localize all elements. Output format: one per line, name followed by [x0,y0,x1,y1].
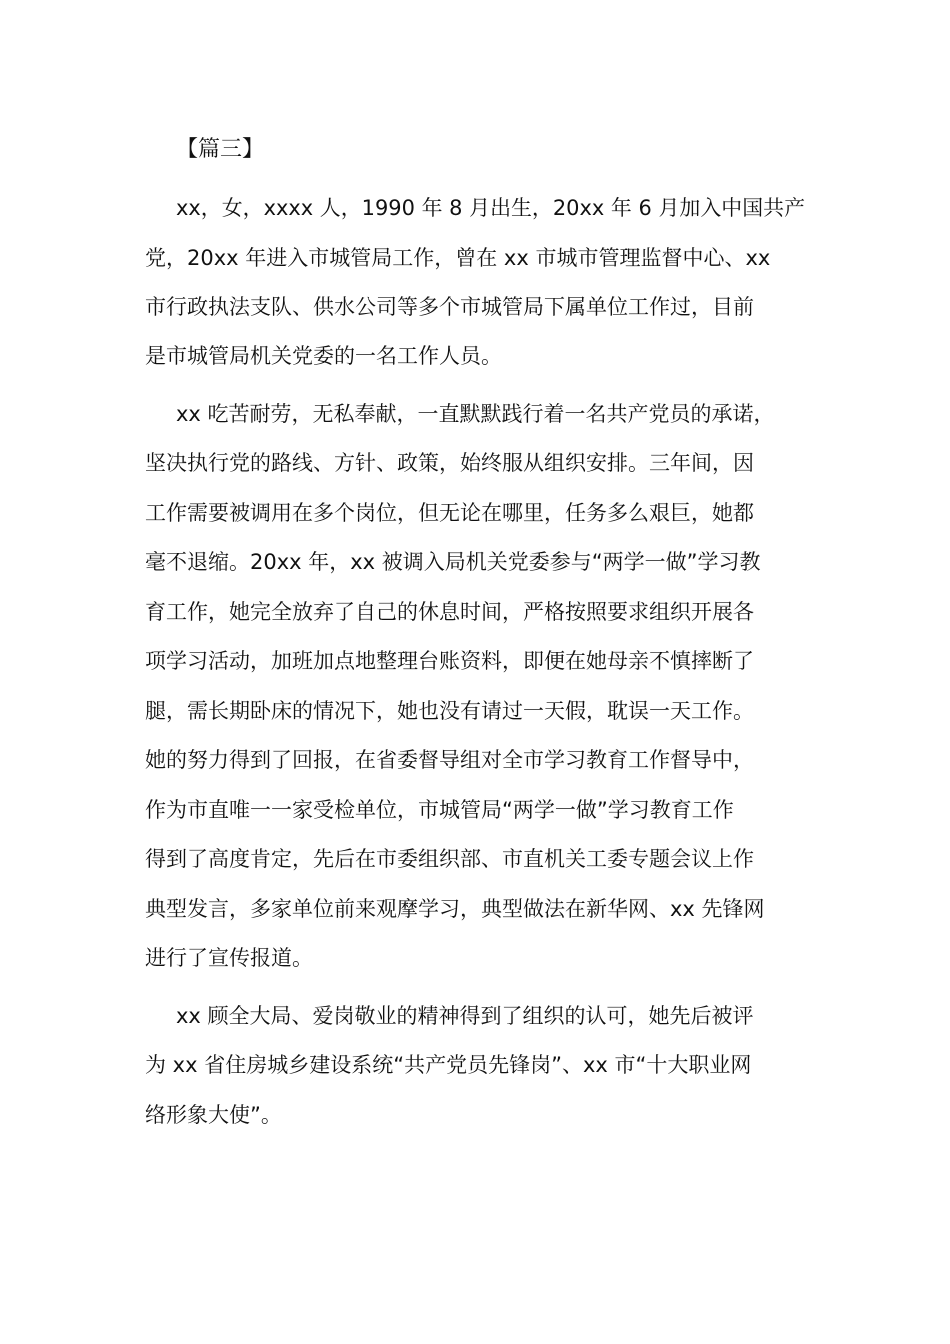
paragraph-line: 市行政执法支队、供水公司等多个市城管局下属单位工作过，目前 [145,295,754,319]
section-heading: 【篇三】 [176,137,265,162]
paragraph-line: 进行了宣传报道。 [145,946,313,970]
paragraph-line: 她的努力得到了回报，在省委督导组对全市学习教育工作督导中， [145,748,754,772]
paragraph-line: 典型发言，多家单位前来观摩学习，典型做法在新华网、xx 先锋网 [145,897,765,921]
paragraph-line: 是市城管局机关党委的一名工作人员。 [145,344,502,368]
paragraph-line: 育工作，她完全放弃了自己的休息时间，严格按照要求组织开展各 [145,600,754,624]
paragraph-line: xx 吃苦耐劳，无私奉献，一直默默践行着一名共产党员的承诺， [176,402,775,426]
paragraph-line: 坚决执行党的路线、方针、政策，始终服从组织安排。三年间，因 [145,451,754,475]
paragraph-line: xx，女，xxxx 人，1990 年 8 月出生，20xx 年 6 月加入中国共产 [176,196,806,220]
paragraph-line: xx 顾全大局、爱岗敬业的精神得到了组织的认可，她先后被评 [176,1004,754,1028]
paragraph-line: 络形象大使”。 [145,1103,282,1127]
paragraph-line: 毫不退缩。20xx 年，xx 被调入局机关党委参与“两学一做”学习教 [145,550,761,574]
paragraph-line: 腿，需长期卧床的情况下，她也没有请过一天假，耽误一天工作。 [145,699,754,723]
paragraph-line: 党，20xx 年进入市城管局工作，曾在 xx 市城市管理监督中心、xx [145,246,771,270]
paragraph-line: 得到了高度肯定，先后在市委组织部、市直机关工委专题会议上作 [145,847,754,871]
paragraph-line: 工作需要被调用在多个岗位，但无论在哪里，任务多么艰巨，她都 [145,501,754,525]
paragraph-line: 项学习活动，加班加点地整理台账资料，即便在她母亲不慎摔断了 [145,649,754,673]
paragraph-line: 作为市直唯一一家受检单位，市城管局“两学一做”学习教育工作 [145,798,734,822]
paragraph-line: 为 xx 省住房城乡建设系统“共产党员先锋岗”、xx 市“十大职业网 [145,1053,752,1077]
